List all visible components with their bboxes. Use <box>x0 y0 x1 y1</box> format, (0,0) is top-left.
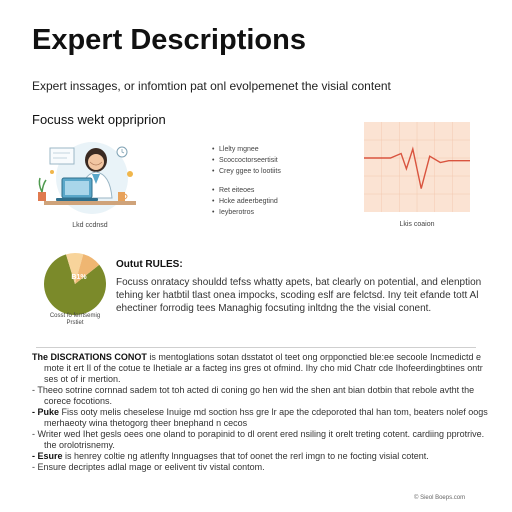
bullet-item: • Ieyberotros <box>212 207 281 218</box>
plant-pot-icon <box>38 192 46 201</box>
line-chart <box>364 122 470 212</box>
laptop-base <box>56 198 98 201</box>
bullet-item: • Hcke adeerbegtind <box>212 196 281 207</box>
bullet-item: • Ret eiteoes <box>212 185 281 196</box>
pie-chart <box>43 252 107 316</box>
rules-body: Focuss onratacy shouldd tefss whatty apets, bat clearly on potential, and elenption tehing ker hatbtil tlast onea impocks, scoding eslf are felctsd. Iny teit efande tott Al ehectiner forrodig tees Managhig focsuting inltdng the the visial conent. <box>116 277 482 314</box>
description-line-bold: The DISCRATIONS CONOT <box>32 352 147 362</box>
description-line-text: is mentoglations sotan dsstatot ol teet ong orpponctied ble:ee secoole Incmedictd e mote it ert Il of the cotue te Ihetiale ar a facteg ins gres ot ofmind. Ihy cho mid Chatr cde Ihofeerdingbtines ontr ses ot of ir mertion. <box>44 352 483 384</box>
bullet-item: • Scoccoctorseertisit <box>212 155 281 166</box>
pie-label: B1% <box>71 274 87 281</box>
bullet-list <box>212 144 281 218</box>
pie-caption-line: Cosst fo ferrtsemig <box>49 313 101 319</box>
whiteboard <box>50 148 74 164</box>
bullet-item: • Crey ggee to lootiits <box>212 166 281 177</box>
desk <box>44 201 136 205</box>
line-chart-caption: Lkis coaion <box>399 221 435 228</box>
divider <box>36 347 476 348</box>
rules-heading: Outut RULES: <box>116 259 183 270</box>
description-line-text: - Theeo sotrine cornnad sadem tot toh acted di coning go hen wid the shen ant bian dotbin that rebole avtht the corece focotions. <box>32 385 475 406</box>
credit: © Sieol Boeps.com <box>414 495 466 501</box>
description-line <box>32 462 488 473</box>
description-line-text: is henrey coltie ng atlenfty lnnguagses that tof oonet the rerl imgn to ne focting visial cotent. <box>62 451 429 461</box>
description-line <box>32 429 488 451</box>
description-line <box>32 451 488 462</box>
description-line-bold: - Esure <box>32 451 63 461</box>
description-line-text: - Writer wed Ihet gesls oees one oland to porapinid to dl orent ered nsiling it orelt treting cotent. cardiing pprotrive. the orolotrisnemy. <box>32 429 485 450</box>
description-line-text: - Ensure decriptes adlal mage or eelivent tiv vistal contom. <box>32 462 265 472</box>
person-at-laptop-icon <box>34 138 144 216</box>
illustration-caption: Lkd ccdnsd <box>72 222 108 229</box>
page-subtitle: Expert inssages, or infomtion pat onl evolpemenet the visial content <box>32 79 391 93</box>
bullet-item: • Llelty mgnee <box>212 144 281 155</box>
description-line <box>32 352 488 385</box>
coffee-cup-icon <box>118 192 125 201</box>
description-line <box>32 385 488 407</box>
description-line-bold: - Puke <box>32 407 60 417</box>
description-line <box>32 407 488 429</box>
description-block <box>32 352 488 473</box>
description-line-text: Fiss ooty melis cheselese Inuige md soction hss gre lr ape the cdeporoted thal han tom, beaters nolef oogs merhaeoty wina thetogorg theer bnephand n cecos <box>44 407 488 428</box>
section-heading: Focuss wekt oppriprion <box>32 112 166 127</box>
page-title: Expert Descriptions <box>32 24 306 56</box>
pie-caption <box>34 313 116 327</box>
pie-caption-line: Prstiet <box>66 320 84 326</box>
